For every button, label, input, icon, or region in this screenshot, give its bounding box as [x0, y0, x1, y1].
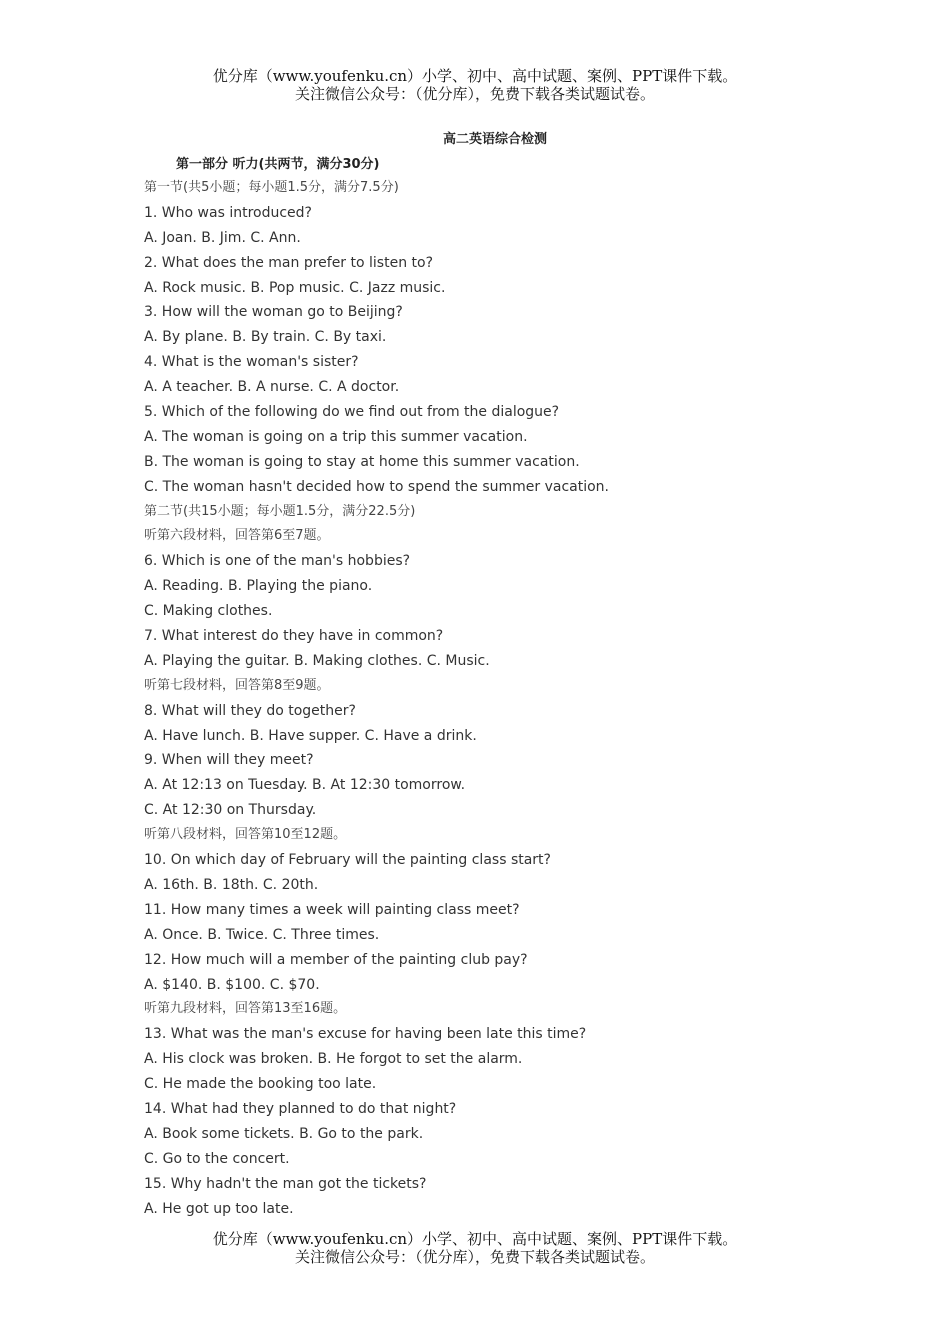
question-line: 10. On which day of February will the painting class start?	[144, 852, 551, 869]
question-line: A. Have lunch. B. Have supper. C. Have a drink.	[144, 727, 477, 744]
section-note: 听第六段材料，回答第6至7题。	[144, 528, 330, 544]
question-line: C. At 12:30 on Thursday.	[144, 802, 317, 819]
question-line: A. Joan. B. Jim. C. Ann.	[144, 229, 301, 246]
section-note: 第一节(共5小题；每小题1.5分，满分7.5分)	[144, 180, 399, 195]
question-line: 1. Who was introduced?	[144, 204, 312, 221]
question-line: 8. What will they do together?	[144, 702, 356, 719]
question-line: 3. How will the woman go to Beijing?	[144, 304, 403, 321]
page-header	[0, 67, 950, 103]
header-line-2: 关注微信公众号：（优分库），免费下载各类试题试卷。	[294, 85, 655, 103]
section-note: 听第九段材料，回答第13至16题。	[144, 1001, 347, 1017]
question-line: 15. Why hadn't the man got the tickets?	[144, 1175, 427, 1192]
footer-line-2: 关注微信公众号：（优分库），免费下载各类试题试卷。	[294, 1248, 655, 1266]
question-line: A. Reading. B. Playing the piano.	[144, 578, 373, 595]
question-line: A. $140. B. $100. C. $70.	[144, 976, 320, 993]
question-line: 4. What is the woman's sister?	[144, 354, 359, 371]
question-line: 9. When will they meet?	[144, 752, 314, 769]
question-line: A. At 12:13 on Tuesday. B. At 12:30 tomorrow.	[144, 777, 466, 794]
question-line: 13. What was the man's excuse for having been late this time?	[144, 1026, 587, 1043]
question-line: A. Playing the guitar. B. Making clothes. C. Music.	[144, 652, 490, 669]
question-line: 11. How many times a week will painting class meet?	[144, 901, 520, 918]
question-line: A. 16th. B. 18th. C. 20th.	[144, 876, 319, 893]
question-list	[144, 176, 910, 1221]
question-line: 12. How much will a member of the painting club pay?	[144, 951, 528, 968]
question-line: A. Book some tickets. B. Go to the park.	[144, 1125, 424, 1142]
question-line: C. He made the booking too late.	[144, 1076, 377, 1093]
question-line: 5. Which of the following do we find out from the dialogue?	[144, 404, 560, 421]
question-line: A. Once. B. Twice. C. Three times.	[144, 926, 380, 943]
question-line: 7. What interest do they have in common?	[144, 628, 444, 645]
question-line: A. The woman is going on a trip this summer vacation.	[144, 428, 528, 445]
question-line: C. Making clothes.	[144, 603, 273, 620]
section-note: 听第七段材料，回答第8至9题。	[144, 677, 330, 693]
footer-line-1: 优分库（www.youfenku.cn）小学、初中、高中试题、案例、PPT课件下载。	[212, 1230, 738, 1248]
page-footer	[0, 1230, 950, 1266]
question-line: 14. What had they planned to do that night?	[144, 1100, 457, 1117]
section-note: 听第八段材料，回答第10至12题。	[144, 827, 347, 843]
question-line: A. A teacher. B. A nurse. C. A doctor.	[144, 379, 400, 396]
question-line: A. His clock was broken. B. He forgot to set the alarm.	[144, 1051, 523, 1068]
question-line: A. By plane. B. By train. C. By taxi.	[144, 329, 387, 346]
question-line: A. Rock music. B. Pop music. C. Jazz music.	[144, 279, 446, 296]
question-line: C. Go to the concert.	[144, 1150, 290, 1167]
section-note: 第二节(共15小题；每小题1.5分，满分22.5分)	[144, 503, 416, 519]
question-line: 2. What does the man prefer to listen to?	[144, 254, 434, 271]
question-line: C. The woman hasn't decided how to spend the summer vacation.	[144, 478, 609, 495]
question-line: A. He got up too late.	[144, 1200, 294, 1217]
document-title: 高二英语综合检测	[442, 132, 547, 147]
question-line: 6. Which is one of the man's hobbies?	[144, 553, 411, 570]
part-heading: 第一部分 听力(共两节，满分30分)	[176, 157, 380, 172]
question-line: B. The woman is going to stay at home this summer vacation.	[144, 453, 580, 470]
header-line-1: 优分库（www.youfenku.cn）小学、初中、高中试题、案例、PPT课件下载。	[212, 67, 738, 85]
